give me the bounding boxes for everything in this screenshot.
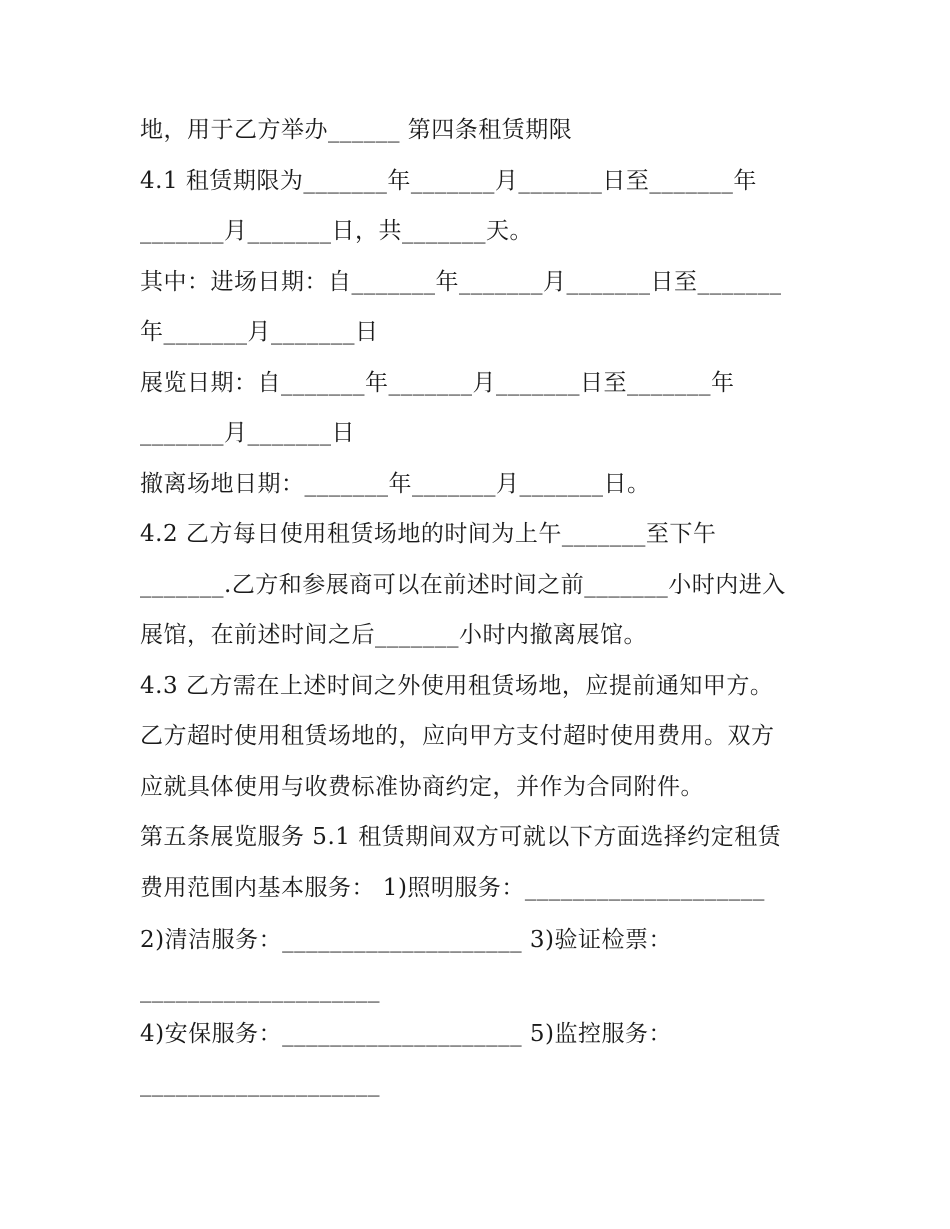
text-line-3: _______月_______日，共_______天。 [140,218,533,244]
text-line-20: ____________________ [140,1071,380,1097]
text-line-16: 费用范围内基本服务： 1)照明服务：____________________ [140,875,765,901]
text-line-6: 展览日期：自_______年_______月_______日至_______年 [140,370,735,396]
text-line-8: 撤离场地日期：_______年_______月_______日。 [140,471,651,497]
text-line-13: 乙方超时使用租赁场地的，应向甲方支付超时使用费用。双方 [140,723,775,749]
text-line-12: 4.3 乙方需在上述时间之外使用租赁场地，应提前通知甲方。 [140,673,774,699]
text-line-14: 应就具体使用与收费标准协商约定，并作为合同附件。 [140,774,704,800]
text-line-9: 4.2 乙方每日使用租赁场地的时间为上午_______至下午 [140,521,717,547]
text-line-11: 展馆，在前述时间之后_______小时内撤离展馆。 [140,622,647,648]
text-line-4: 其中：进场日期：自_______年_______月_______日至_______ [140,269,782,295]
text-line-1: 地，用于乙方举办______ 第四条租赁期限 [140,117,573,143]
text-line-18: ____________________ [140,977,380,1003]
text-line-19: 4)安保服务：____________________ 5)监控服务： [140,1021,673,1047]
text-line-7: _______月_______日 [140,420,355,446]
text-line-2: 4.1 租赁期限为_______年_______月_______日至_______年 [140,168,757,194]
text-line-10: _______.乙方和参展商可以在前述时间之前_______小时内进入 [140,572,786,598]
text-line-17: 2)清洁服务：____________________ 3)验证检票： [140,927,673,953]
text-line-5: 年_______月_______日 [140,319,379,345]
text-line-15: 第五条展览服务 5.1 租赁期间双方可就以下方面选择约定租赁 [140,824,782,850]
